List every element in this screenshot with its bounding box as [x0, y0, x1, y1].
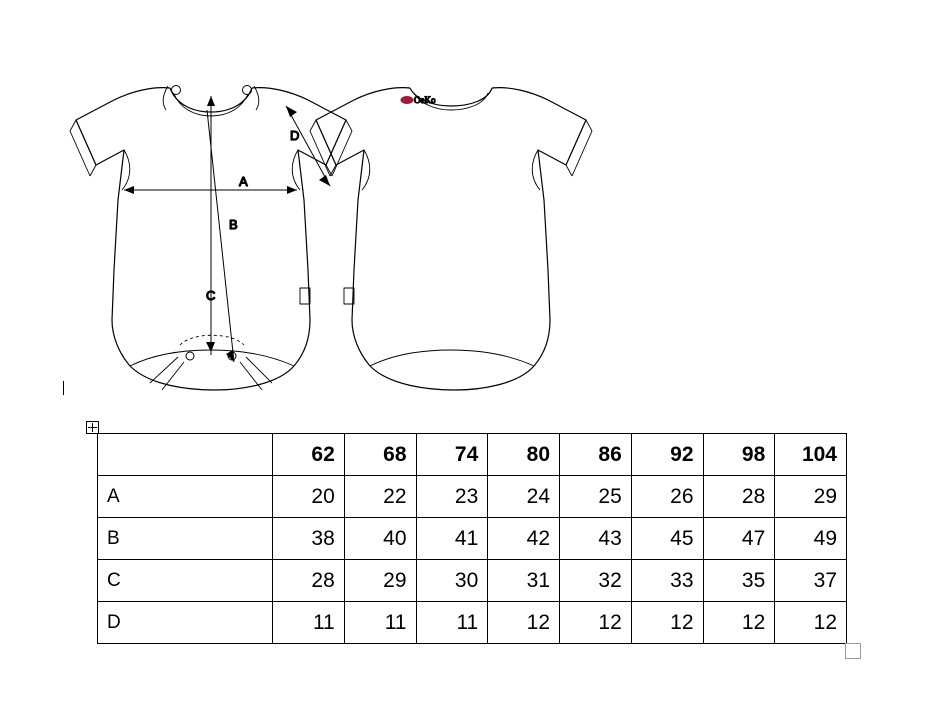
cell-a-80: 24: [488, 476, 560, 518]
size-header-86: 86: [560, 434, 632, 476]
cell-b-80: 42: [488, 518, 560, 560]
size-header-92: 92: [631, 434, 703, 476]
cell-d-86: 12: [560, 602, 632, 644]
cell-a-104: 29: [775, 476, 847, 518]
size-chart-table: [97, 433, 847, 644]
size-header-68: 68: [344, 434, 416, 476]
table-row: [98, 518, 847, 560]
table-row: [98, 602, 847, 644]
dimension-label-b: B: [229, 217, 238, 232]
cell-c-80: 31: [488, 560, 560, 602]
size-header-74: 74: [416, 434, 488, 476]
cell-b-74: 41: [416, 518, 488, 560]
brand-logo-text: OeKo: [414, 95, 436, 105]
measure-label-b: B: [98, 518, 273, 560]
cell-c-92: 33: [631, 560, 703, 602]
table-resize-handle[interactable]: [845, 643, 861, 659]
cell-c-98: 35: [703, 560, 775, 602]
dimension-label-d: D: [290, 128, 300, 143]
cell-c-62: 28: [273, 560, 345, 602]
size-header-98: 98: [703, 434, 775, 476]
dimension-label-c: C: [206, 288, 216, 303]
table-row: [98, 476, 847, 518]
bodysuit-back-view: [310, 88, 592, 390]
text-cursor: [63, 381, 64, 395]
cell-c-104: 37: [775, 560, 847, 602]
cell-d-74: 11: [416, 602, 488, 644]
measure-label-d: D: [98, 602, 273, 644]
cell-c-86: 32: [560, 560, 632, 602]
cell-b-68: 40: [344, 518, 416, 560]
cell-d-62: 11: [273, 602, 345, 644]
cell-d-92: 12: [631, 602, 703, 644]
cell-d-98: 12: [703, 602, 775, 644]
cell-d-68: 11: [344, 602, 416, 644]
cell-b-62: 38: [273, 518, 345, 560]
cell-d-104: 12: [775, 602, 847, 644]
cell-b-86: 43: [560, 518, 632, 560]
cell-d-80: 12: [488, 602, 560, 644]
cell-a-98: 28: [703, 476, 775, 518]
cell-b-92: 45: [631, 518, 703, 560]
measure-label-a: A: [98, 476, 273, 518]
table-row: [98, 560, 847, 602]
cell-b-98: 47: [703, 518, 775, 560]
table-corner-header: [98, 434, 273, 476]
cell-c-68: 29: [344, 560, 416, 602]
cell-a-62: 20: [273, 476, 345, 518]
measure-label-c: C: [98, 560, 273, 602]
size-chart-container: [97, 433, 847, 644]
dimension-label-a: A: [239, 174, 248, 189]
cell-b-104: 49: [775, 518, 847, 560]
cell-a-74: 23: [416, 476, 488, 518]
cell-a-68: 22: [344, 476, 416, 518]
size-header-80: 80: [488, 434, 560, 476]
cell-a-92: 26: [631, 476, 703, 518]
cell-c-74: 30: [416, 560, 488, 602]
size-header-62: 62: [273, 434, 345, 476]
table-header-row: [98, 434, 847, 476]
size-header-104: 104: [775, 434, 847, 476]
cell-a-86: 25: [560, 476, 632, 518]
